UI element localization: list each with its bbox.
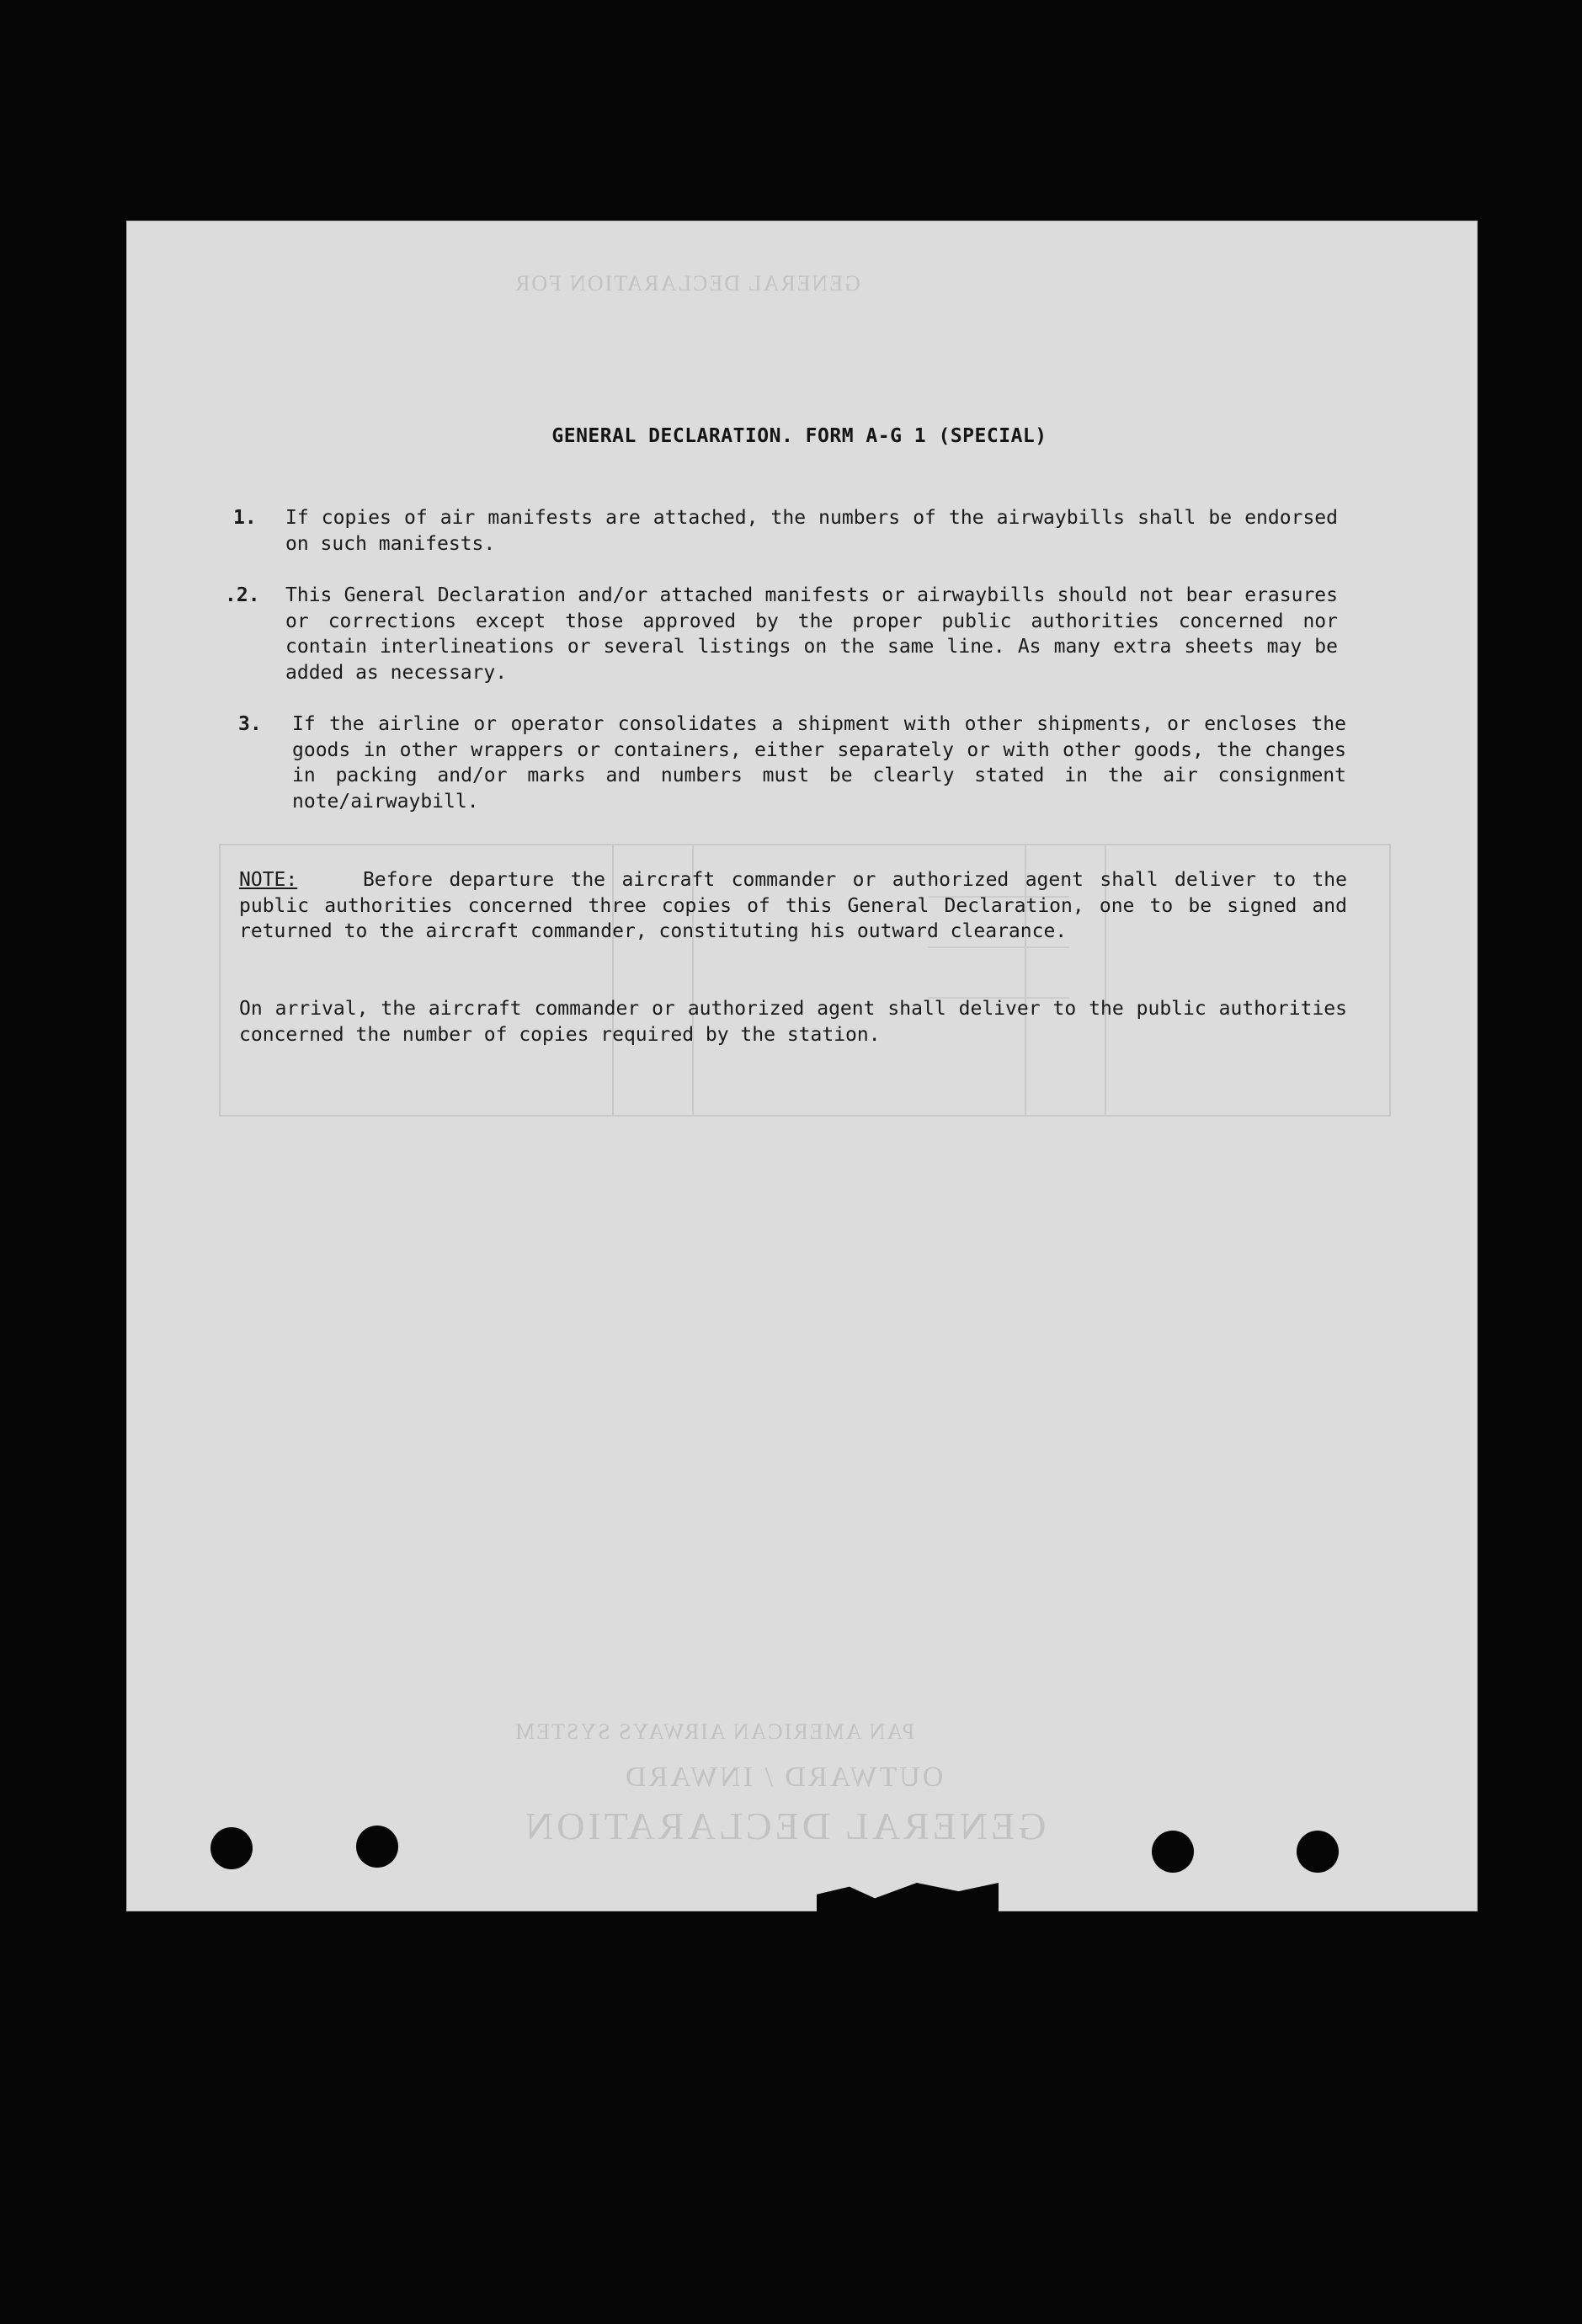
list-item [233, 505, 1343, 557]
document-title: GENERAL DECLARATION. FORM A-G 1 (SPECIAL) [551, 425, 1047, 447]
note-label: NOTE: [239, 869, 298, 891]
item-text: If the airline or operator consolidates a shipment with other shipments, or encloses the goods in other wrappers or containers, either separately or with other goods, the changes in packing and/or marks and numbers must be clearly stated in the air consignment note/airwaybill. [292, 713, 1346, 813]
item-number: 3. [238, 713, 262, 735]
binder-hole [210, 1827, 253, 1869]
note-paragraph [239, 867, 1347, 945]
item-number: 1. [233, 507, 257, 529]
note-text [239, 867, 1347, 945]
note-body: Before departure the aircraft commander or authorized agent shall deliver to the public authorities concerned three copies of this General Declaration, one to be signed and returned to the aircraft commander, constituting his outward clearance. [239, 869, 1348, 942]
arrival-paragraph [239, 996, 1347, 1047]
bleed-through-text: GENERAL DECLARATION [522, 1804, 1047, 1847]
item-text: This General Declaration and/or attached manifests or airwaybills should not bear erasures or corrections except those approved by the proper public authorities concerned nor contain interlineations or several listings on the same line. As many extra sheets may be added as necessary. [285, 584, 1338, 684]
document-page [126, 221, 1478, 1911]
binder-hole [1152, 1831, 1194, 1873]
binder-hole [356, 1826, 398, 1868]
bleed-through-text: PAN AMERICAN AIRWAYS SYSTEM [514, 1719, 915, 1744]
binder-hole [1297, 1831, 1339, 1873]
item-number: .2. [225, 584, 260, 606]
bleed-through-text: GENERAL DECLARATION FOR [514, 271, 860, 296]
item-text: If copies of air manifests are attached, the numbers of the airwaybills shall be endorsed on such manifests. [285, 507, 1338, 555]
bleed-through-text: OUTWARD / INWARD [623, 1762, 944, 1793]
list-item [225, 583, 1343, 687]
list-item [238, 712, 1350, 816]
arrival-text: On arrival, the aircraft commander or authorized agent shall deliver to the public authorities concerned the number of copies required by the station. [239, 998, 1347, 1046]
